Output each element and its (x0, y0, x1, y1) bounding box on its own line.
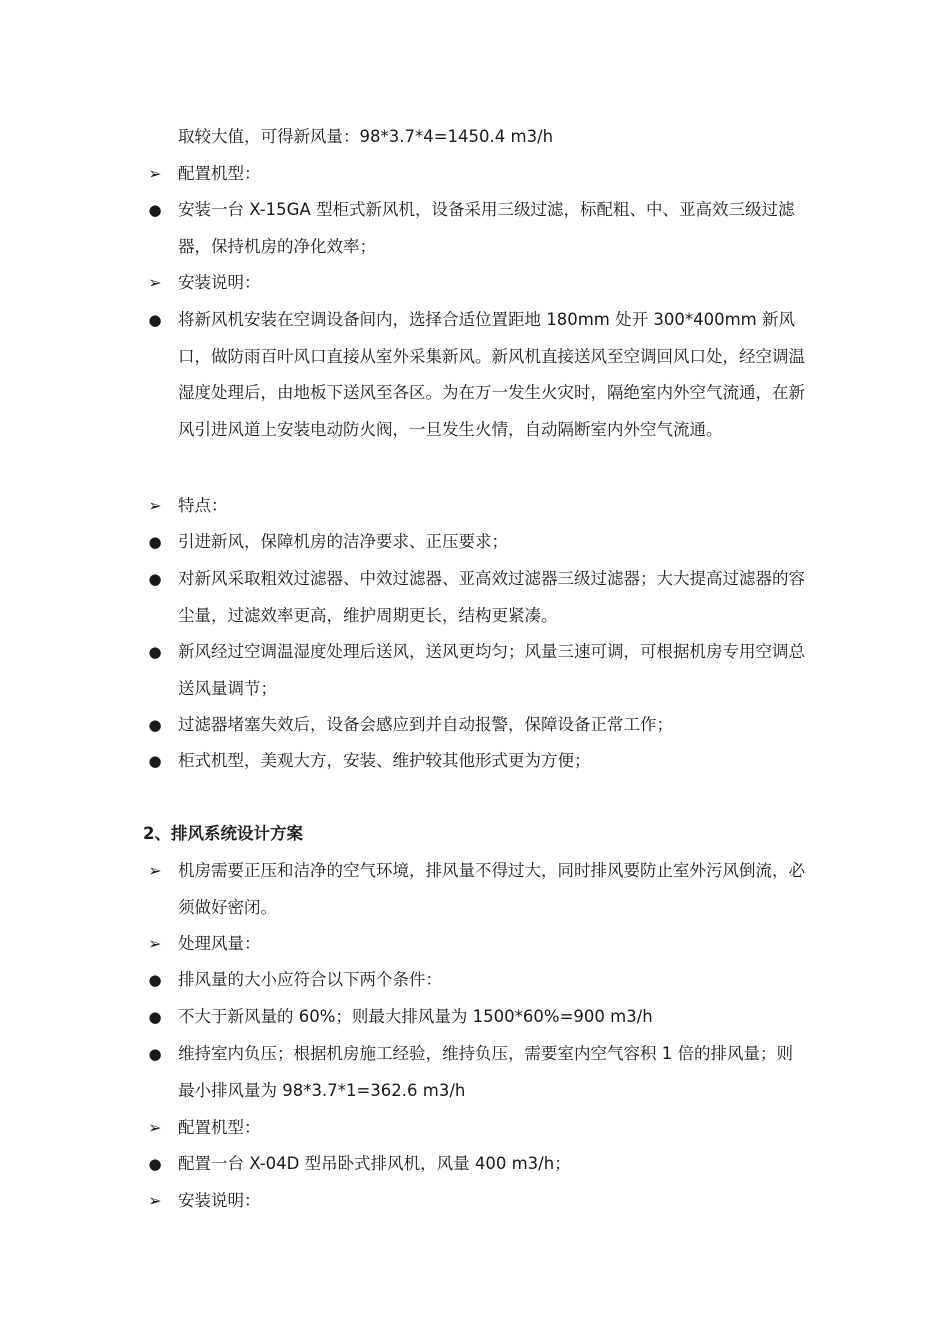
paragraph-continuation: 取较大值，可得新风量：98*3.7*4=1450.4 m3/h (178, 127, 554, 146)
arrow-bullet-icon: ➢ (148, 1118, 162, 1137)
bullet-item-text: 将新风机安装在空调设备间内，选择合适位置距地 180mm 处开 300*400mm 新风口，做防雨百叶风口直接从室外采集新风。新风机直接送风至空调回风口处，经空调温湿度处理后，由地板下送风至各区。为在万一发生火灾时，隔绝室内外空气流通，在新风引进风道上安装电动防火阀，一旦发生火情，自动隔断室内外空气流通。 (178, 310, 805, 439)
bullet-item-text: 新风经过空调温湿度处理后送风，送风更均匀；风量三速可调，可根据机房专用空调总送风量调节； (178, 642, 805, 698)
bullet-dot-icon: ● (148, 752, 162, 770)
arrow-bullet-icon: ➢ (148, 934, 162, 953)
arrow-item-text: 配置机型： (178, 1118, 261, 1137)
arrow-bullet-icon: ➢ (148, 164, 162, 183)
arrow-bullet-icon: ➢ (148, 1191, 162, 1210)
bullet-dot-icon: ● (148, 1008, 162, 1026)
bullet-dot-icon: ● (148, 716, 162, 734)
bullet-item-text: 排风量的大小应符合以下两个条件： (178, 970, 442, 989)
arrow-item-text: 安装说明： (178, 273, 261, 292)
bullet-item-text: 引进新风，保障机房的洁净要求、正压要求； (178, 532, 508, 551)
section-heading: 2、排风系统设计方案 (143, 824, 303, 843)
arrow-item-text: 处理风量： (178, 934, 261, 953)
bullet-dot-icon: ● (148, 971, 162, 989)
bullet-item-text: 维持室内负压；根据机房施工经验，维持负压，需要室内空气容积 1 倍的排风量；则最小排风量为 98*3.7*1=362.6 m3/h (178, 1044, 793, 1100)
bullet-dot-icon: ● (148, 311, 162, 329)
bullet-dot-icon: ● (148, 201, 162, 219)
bullet-dot-icon: ● (148, 1155, 162, 1173)
bullet-dot-icon: ● (148, 1045, 162, 1063)
bullet-dot-icon: ● (148, 643, 162, 661)
arrow-bullet-icon: ➢ (148, 273, 162, 292)
arrow-bullet-icon: ➢ (148, 861, 162, 880)
arrow-item-text: 安装说明： (178, 1191, 261, 1210)
bullet-item-text: 对新风采取粗效过滤器、中效过滤器、亚高效过滤器三级过滤器；大大提高过滤器的容尘量，过滤效率更高，维护周期更长，结构更紧凑。 (178, 569, 805, 625)
bullet-item-text: 过滤器堵塞失效后，设备会感应到并自动报警，保障设备正常工作； (178, 715, 673, 734)
arrow-item-text: 特点： (178, 496, 228, 515)
arrow-item-text: 机房需要正压和洁净的空气环境，排风量不得过大，同时排风要防止室外污风倒流，必须做好密闭。 (178, 861, 805, 917)
bullet-item-text: 配置一台 X-04D 型吊卧式排风机，风量 400 m3/h； (178, 1154, 571, 1173)
arrow-item-text: 配置机型： (178, 164, 261, 183)
bullet-dot-icon: ● (148, 533, 162, 551)
bullet-item-text: 不大于新风量的 60%；则最大排风量为 1500*60%=900 m3/h (178, 1007, 653, 1026)
bullet-item-text: 安装一台 X-15GA 型柜式新风机，设备采用三级过滤，标配粗、中、亚高效三级过滤器，保持机房的净化效率； (178, 200, 795, 256)
arrow-bullet-icon: ➢ (148, 496, 162, 515)
bullet-item-text: 柜式机型，美观大方，安装、维护较其他形式更为方便； (178, 751, 591, 770)
bullet-dot-icon: ● (148, 570, 162, 588)
